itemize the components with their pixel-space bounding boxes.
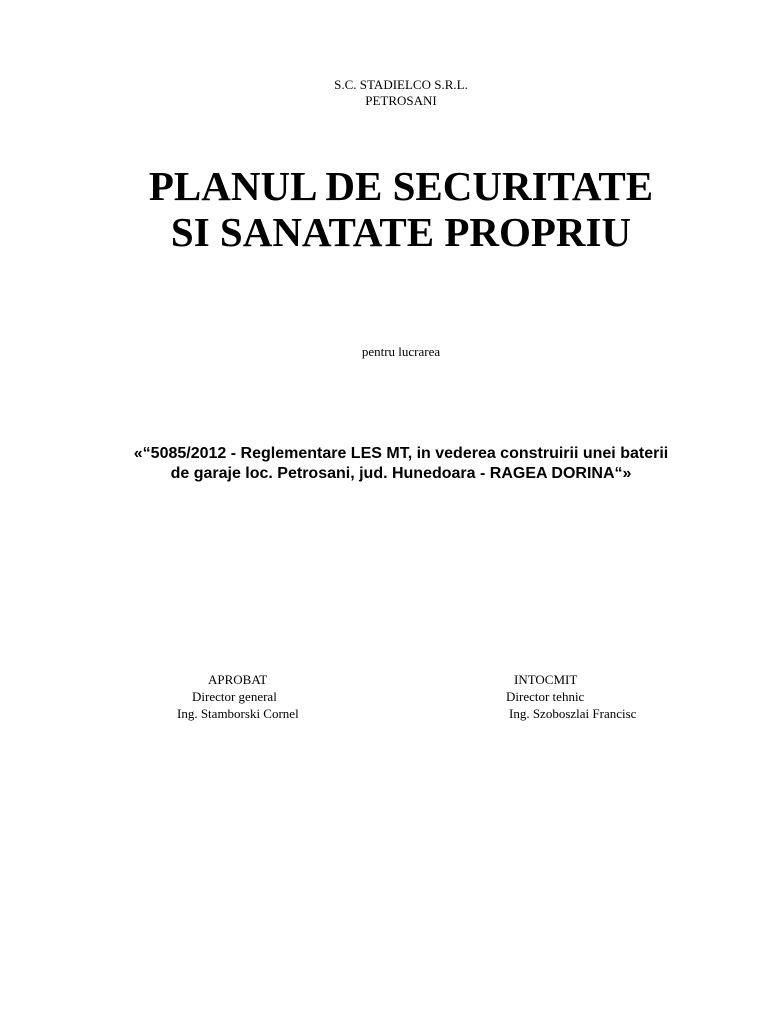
title-line-1: PLANUL DE SECURITATE xyxy=(148,163,654,209)
approved-name: Ing. Stamborski Cornel xyxy=(177,706,299,721)
approved-label: APROBAT xyxy=(208,672,268,687)
company-header xyxy=(0,77,768,109)
title-line-2: SI SANATATE PROPRIU xyxy=(170,209,632,255)
project-line-1: «“5085/2012 - Reglementare LES MT, in vederea construirii unei baterii xyxy=(133,445,669,462)
approved-role: Director general xyxy=(192,689,277,704)
project-line-2: de garaje loc. Petrosani, jud. Hunedoara - RAGEA DORINA“» xyxy=(170,465,632,482)
prepared-label: INTOCMIT xyxy=(514,672,578,687)
prepared-role: Director tehnic xyxy=(506,689,585,704)
company-city: PETROSANI xyxy=(365,93,437,108)
company-name: S.C. STADIELCO S.R.L. xyxy=(334,77,468,92)
intro-text: pentru lucrarea xyxy=(361,344,441,359)
document-title xyxy=(0,163,768,255)
project-description xyxy=(0,444,768,484)
prepared-name: Ing. Szoboszlai Francisc xyxy=(509,706,637,721)
